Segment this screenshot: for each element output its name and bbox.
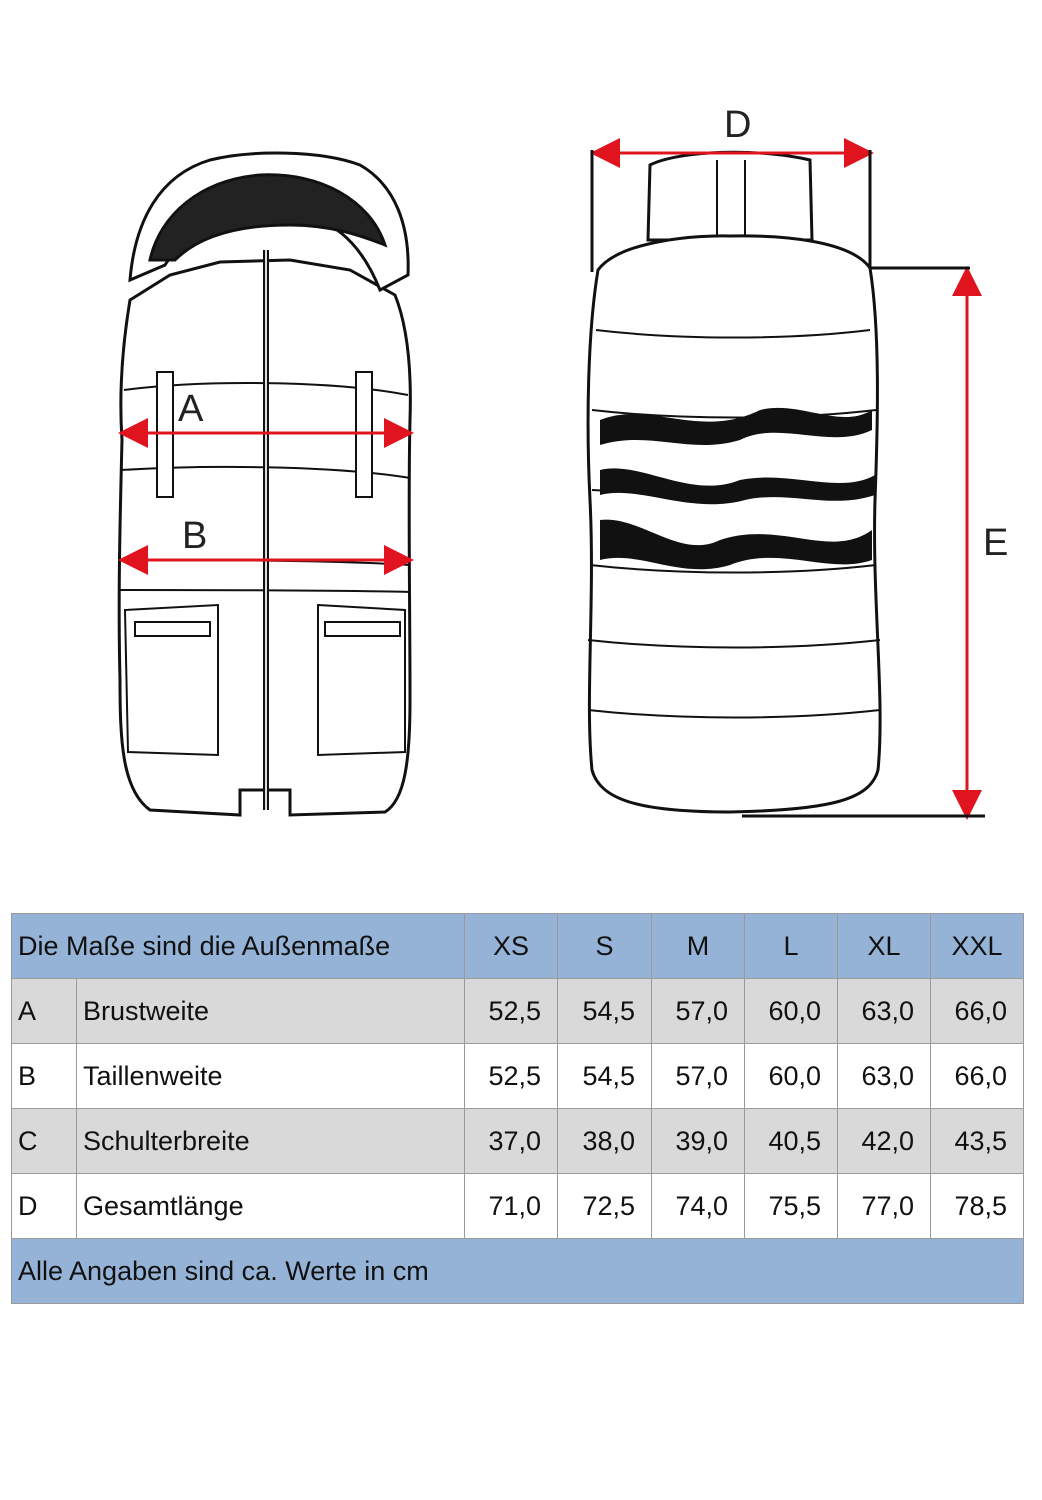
row-value: 54,5: [558, 979, 652, 1044]
row-value: 63,0: [838, 979, 931, 1044]
size-header: S: [558, 914, 652, 979]
vest-back-drawing: [588, 152, 880, 812]
table-title: Die Maße sind die Außenmaße: [12, 914, 465, 979]
row-value: 57,0: [652, 979, 745, 1044]
label-e: E: [983, 522, 1009, 564]
row-code: C: [12, 1109, 77, 1174]
row-code: A: [12, 979, 77, 1044]
row-value: 52,5: [465, 1044, 558, 1109]
table-row: [12, 1044, 1024, 1109]
row-value: 54,5: [558, 1044, 652, 1109]
row-name: Brustweite: [77, 979, 465, 1044]
row-value: 77,0: [838, 1174, 931, 1239]
row-name: Schulterbreite: [77, 1109, 465, 1174]
row-value: 57,0: [652, 1044, 745, 1109]
row-value: 74,0: [652, 1174, 745, 1239]
row-value: 78,5: [931, 1174, 1024, 1239]
table-row: [12, 1109, 1024, 1174]
row-value: 40,5: [745, 1109, 838, 1174]
row-name: Gesamtlänge: [77, 1174, 465, 1239]
row-value: 38,0: [558, 1109, 652, 1174]
row-value: 37,0: [465, 1109, 558, 1174]
row-value: 72,5: [558, 1174, 652, 1239]
row-value: 42,0: [838, 1109, 931, 1174]
row-value: 71,0: [465, 1174, 558, 1239]
row-value: 66,0: [931, 979, 1024, 1044]
row-value: 66,0: [931, 1044, 1024, 1109]
row-value: 43,5: [931, 1109, 1024, 1174]
table-footer-note: Alle Angaben sind ca. Werte in cm: [12, 1239, 1024, 1304]
table-footer-row: [12, 1239, 1024, 1304]
table-row: [12, 1174, 1024, 1239]
size-header: XS: [465, 914, 558, 979]
label-a: A: [178, 388, 204, 430]
row-value: 60,0: [745, 979, 838, 1044]
row-value: 75,5: [745, 1174, 838, 1239]
row-code: D: [12, 1174, 77, 1239]
size-header: L: [745, 914, 838, 979]
size-table: [11, 913, 1024, 1304]
row-value: 39,0: [652, 1109, 745, 1174]
row-value: 52,5: [465, 979, 558, 1044]
row-value: 60,0: [745, 1044, 838, 1109]
row-value: 63,0: [838, 1044, 931, 1109]
table-header-row: [12, 914, 1024, 979]
size-header: XXL: [931, 914, 1024, 979]
vest-front-drawing: [119, 153, 410, 815]
label-b: B: [182, 515, 208, 557]
size-header: M: [652, 914, 745, 979]
row-name: Taillenweite: [77, 1044, 465, 1109]
size-header: XL: [838, 914, 931, 979]
row-code: B: [12, 1044, 77, 1109]
label-d: D: [724, 104, 752, 146]
table-row: [12, 979, 1024, 1044]
